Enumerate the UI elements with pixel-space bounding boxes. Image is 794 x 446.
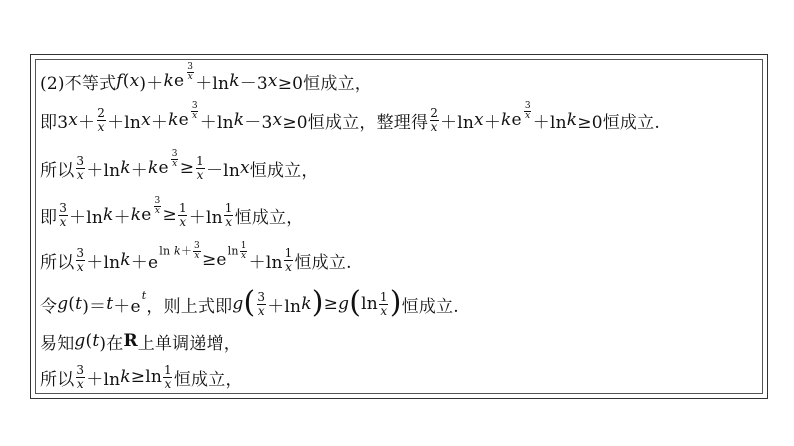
- fraction-numerator: [96, 107, 106, 120]
- math-variable: k: [168, 110, 179, 130]
- math-text: ＋: [113, 207, 131, 228]
- fraction-numerator: [379, 291, 389, 304]
- math-variable: k: [120, 158, 131, 178]
- math-text: 3: [257, 289, 266, 304]
- fraction: [256, 291, 266, 318]
- fraction-denominator: [187, 72, 194, 82]
- fraction: [163, 364, 173, 391]
- math-text: 令: [40, 296, 58, 317]
- solution-line-4: [40, 195, 304, 230]
- math-text: (: [68, 294, 76, 314]
- fraction: [429, 107, 439, 134]
- math-variable: g: [232, 294, 244, 314]
- fraction-numerator: [256, 291, 266, 304]
- math-variable: t: [106, 294, 114, 314]
- math-variable: x: [285, 259, 293, 274]
- math-text: )＋: [139, 73, 164, 94]
- math-text: 3: [59, 200, 68, 215]
- math-text: ＋: [483, 112, 502, 133]
- math-text: 3: [187, 61, 194, 72]
- fraction-numerator: [154, 197, 162, 206]
- fraction: [193, 242, 201, 261]
- math-variable: k: [120, 250, 131, 270]
- fraction-denominator: [284, 260, 293, 274]
- exponent: [228, 242, 249, 261]
- fraction-denominator: [59, 215, 68, 229]
- math-text: 1: [284, 245, 293, 260]
- solution-line-7: [40, 326, 241, 356]
- fraction-denominator: [379, 304, 388, 318]
- math-text: e: [158, 158, 169, 178]
- fraction: [58, 202, 68, 229]
- math-text: )＝: [82, 296, 107, 317]
- fraction-numerator: [284, 247, 294, 260]
- math-text: ＋ln: [86, 160, 121, 181]
- fraction-numerator: [75, 364, 85, 377]
- solution-line-5: [40, 240, 352, 275]
- math-text: 恒成立，: [173, 369, 243, 390]
- fraction: [171, 150, 179, 169]
- math-text: 2: [97, 105, 106, 120]
- math-text: ≥0恒成立，: [277, 73, 372, 94]
- solution-line-6: [40, 285, 459, 320]
- math-variable: x: [194, 250, 200, 261]
- math-variable: x: [272, 110, 283, 130]
- fraction: [178, 202, 188, 229]
- solution-line-3: [40, 148, 319, 183]
- math-variable: g: [57, 294, 69, 314]
- fraction-numerator: [193, 242, 201, 251]
- math-variable: k: [229, 71, 240, 91]
- math-variable: x: [192, 110, 198, 121]
- math-text: 易知: [40, 333, 75, 354]
- math-text: 上单调递增，: [137, 333, 241, 354]
- fraction: [75, 364, 85, 391]
- math-text: )在: [99, 333, 124, 354]
- math-text: 3: [76, 153, 85, 168]
- fraction: [96, 107, 106, 134]
- fraction-denominator: [524, 111, 531, 121]
- math-variable: x: [525, 110, 531, 121]
- fraction: [379, 291, 389, 318]
- math-variable: k: [173, 244, 181, 257]
- math-text: ≥: [179, 158, 195, 178]
- math-text: ＋e: [130, 252, 159, 273]
- fraction-numerator: [178, 202, 188, 215]
- math-variable: x: [97, 119, 105, 134]
- math-variable: x: [196, 167, 204, 182]
- math-text: 1: [224, 200, 233, 215]
- fraction-denominator: [154, 206, 161, 216]
- math-variable: f: [116, 71, 123, 91]
- large-parenthesis: (: [349, 285, 362, 320]
- math-text: 恒成立.: [294, 252, 352, 273]
- fraction-denominator: [193, 251, 200, 261]
- math-variable: k: [120, 367, 131, 387]
- math-variable: k: [501, 110, 512, 130]
- math-variable: g: [74, 331, 86, 351]
- math-text: e: [511, 110, 522, 130]
- fraction: [75, 155, 85, 182]
- math-text: ≥0恒成立，整理得: [282, 112, 429, 133]
- math-text: ＋: [180, 244, 193, 257]
- math-variable: x: [239, 158, 250, 178]
- fraction: [224, 202, 234, 229]
- math-variable: t: [75, 294, 83, 314]
- math-text: ＋ln: [440, 112, 475, 133]
- fraction-denominator: [191, 111, 198, 121]
- math-text: ＋: [78, 112, 96, 133]
- fraction-numerator: [58, 202, 68, 215]
- math-text: 3: [524, 100, 531, 111]
- solution-line-2: [40, 100, 660, 135]
- fraction-denominator: [76, 168, 85, 182]
- math-text: ln: [159, 244, 174, 257]
- exponent: [159, 242, 202, 261]
- fraction-numerator: [191, 102, 199, 111]
- math-text: 所以: [40, 252, 75, 273]
- math-text: 恒成立，: [249, 160, 319, 181]
- math-variable: x: [76, 376, 84, 391]
- math-text: 1: [164, 362, 172, 377]
- fraction-numerator: [224, 202, 234, 215]
- math-text: 所以: [40, 160, 75, 181]
- math-text: ≥: [162, 205, 177, 225]
- math-variable: x: [430, 119, 438, 134]
- fraction-denominator: [76, 260, 85, 274]
- math-text: ≥0恒成立.: [577, 112, 660, 133]
- math-text: ＋: [130, 160, 148, 181]
- math-variable: k: [147, 158, 159, 178]
- solution-line-8: [40, 362, 243, 392]
- math-text: ＋ln: [86, 369, 121, 390]
- math-variable: x: [59, 214, 67, 229]
- math-text: 3: [76, 245, 85, 260]
- fraction: [524, 102, 532, 121]
- fraction-numerator: [524, 102, 532, 111]
- math-text: ＋ln: [248, 252, 283, 273]
- math-variable: k: [233, 110, 245, 130]
- math-text: ＋ln: [532, 112, 567, 133]
- math-text: ＋ln: [188, 207, 223, 228]
- math-variable: x: [164, 376, 172, 391]
- math-text: e: [141, 205, 152, 225]
- math-text: －3: [239, 73, 268, 94]
- math-variable: x: [172, 158, 178, 169]
- math-variable: x: [179, 214, 187, 229]
- math-text: 即: [40, 207, 58, 228]
- math-variable: x: [68, 110, 79, 130]
- exponent: [153, 197, 163, 216]
- fraction-denominator: [178, 215, 187, 229]
- math-text: 1: [178, 200, 187, 215]
- math-text: ，则上式即: [146, 296, 233, 317]
- fraction-denominator: [171, 159, 178, 169]
- fraction-numerator: [171, 150, 179, 159]
- math-variable: t: [92, 331, 100, 351]
- math-text: 3: [76, 362, 85, 377]
- fraction-numerator: [75, 155, 85, 168]
- exponent: [142, 289, 147, 302]
- math-text: 恒成立，: [234, 207, 304, 228]
- math-text: 所以: [40, 369, 75, 390]
- math-variable: x: [257, 303, 265, 318]
- math-variable: k: [566, 110, 578, 130]
- fraction-numerator: [429, 107, 439, 120]
- math-variable: k: [103, 205, 114, 225]
- math-text: 恒成立.: [401, 296, 459, 317]
- math-variable: x: [225, 214, 233, 229]
- math-text: －3: [244, 112, 273, 133]
- math-variable: x: [154, 205, 161, 216]
- math-variable: k: [130, 205, 142, 225]
- fraction: [186, 63, 194, 82]
- fraction-denominator: [196, 168, 205, 182]
- large-parenthesis: ): [389, 285, 402, 320]
- math-text: (: [122, 71, 130, 91]
- fraction-numerator: [163, 364, 173, 377]
- fraction: [75, 247, 85, 274]
- math-variable: x: [474, 110, 484, 130]
- exponent: [523, 102, 533, 121]
- math-variable: x: [141, 110, 151, 130]
- math-text: ≥ln: [130, 367, 162, 387]
- math-text: (2)不等式: [40, 73, 117, 94]
- math-text: ≥e: [201, 250, 227, 270]
- math-text: 1: [379, 289, 388, 304]
- math-text: －ln: [205, 160, 240, 181]
- math-variable: g: [338, 294, 350, 314]
- math-text: ＋ln: [195, 73, 230, 94]
- math-text: 3: [191, 100, 198, 111]
- math-text: 1: [196, 153, 204, 168]
- fraction-numerator: [240, 242, 248, 251]
- math-text: e: [178, 110, 189, 130]
- fraction-numerator: [75, 247, 85, 260]
- math-variable: x: [187, 71, 193, 82]
- math-text: 3: [171, 148, 178, 159]
- math-variable: x: [380, 303, 388, 318]
- fraction: [240, 242, 248, 261]
- math-text: ＋ln: [199, 112, 234, 133]
- exponent: [190, 102, 200, 121]
- math-variable: t: [141, 288, 147, 302]
- exponent: [185, 63, 195, 82]
- math-set-symbol: R: [123, 331, 138, 351]
- math-text: 1: [240, 240, 247, 251]
- math-text: ≥: [323, 294, 339, 314]
- math-variable: x: [241, 250, 247, 261]
- math-text: ＋e: [113, 296, 141, 317]
- large-parenthesis: ): [311, 285, 324, 320]
- math-text: ln: [361, 294, 378, 314]
- fraction: [154, 197, 162, 216]
- fraction-denominator: [224, 215, 233, 229]
- math-text: ＋ln: [107, 112, 142, 133]
- math-variable: k: [163, 71, 174, 91]
- math-text: ＋ln: [69, 207, 104, 228]
- exponent: [170, 150, 180, 169]
- fraction-denominator: [97, 120, 106, 134]
- math-variable: k: [301, 294, 312, 314]
- math-text: (: [85, 331, 93, 351]
- fraction: [284, 247, 294, 274]
- math-variable: x: [267, 71, 278, 91]
- math-variable: x: [129, 71, 140, 91]
- large-parenthesis: (: [243, 285, 256, 320]
- fraction: [195, 155, 205, 182]
- math-variable: x: [76, 259, 84, 274]
- math-text: ＋ln: [86, 252, 121, 273]
- fraction: [191, 102, 199, 121]
- fraction-denominator: [163, 377, 172, 391]
- math-text: e: [173, 71, 185, 91]
- math-text: 2: [430, 105, 439, 120]
- math-text: 3: [194, 240, 200, 251]
- fraction-numerator: [186, 63, 194, 72]
- solution-line-1: [40, 61, 372, 96]
- fraction-denominator: [240, 251, 247, 261]
- fraction-numerator: [195, 155, 205, 168]
- fraction-denominator: [430, 120, 439, 134]
- math-text: ＋ln: [267, 296, 302, 317]
- math-text: ln: [227, 244, 239, 257]
- math-variable: x: [76, 167, 84, 182]
- math-text: 即3: [40, 112, 69, 133]
- math-text: ＋: [150, 112, 169, 133]
- math-text: 3: [154, 195, 161, 206]
- fraction-denominator: [76, 377, 85, 391]
- fraction-denominator: [257, 304, 266, 318]
